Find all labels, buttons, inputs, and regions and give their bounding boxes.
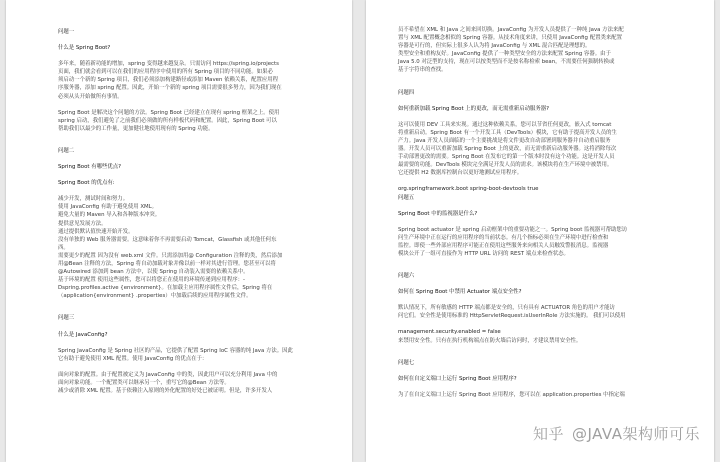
text-line: 基于字符串的查找。 xyxy=(398,67,447,74)
text-line: 问生产环境中正在运行的应用程序的当前状态。有几个指标必须在生产环境中进行检查和 xyxy=(398,234,609,241)
q7-paragraph: 为了在自定义端口上运行 Spring Boot 应用程序，您可以在 application.properties 中指定端 xyxy=(398,391,625,398)
left-page-content xyxy=(6,0,352,395)
q7-title: 问题七 xyxy=(398,359,415,366)
q1-paragraph-2 xyxy=(58,109,326,133)
text-line: 序服务器，添加 spring 配置。因此，开始一个新的 spring 项目需要很多努力，因为我们现在 xyxy=(58,85,282,92)
text-line: 需要更少的配置 因为没有 web.xml 文件。只需添加用@ Configuration 注释的类，然后添加 xyxy=(58,252,283,259)
text-line: 类型安全和重构友好。JavaConfig 提供了一种类型安全的方法来配置 Spring 容器。由于 xyxy=(398,51,611,58)
right-page-content xyxy=(366,0,714,399)
text-line: 减少或消除 XML 配置。基于依赖注入原则的外化配置的好处已被证明。但是，许多开发人 xyxy=(58,388,273,394)
q2-intro: Spring Boot 的优点有: xyxy=(58,180,115,187)
q6-title: 问题六 xyxy=(398,273,415,280)
q3-paragraph-2 xyxy=(58,371,326,395)
q2-advantages-list xyxy=(58,195,326,300)
text-line: @Autowired 添加到 bean 方法中，以使 Spring 自动装入需要的依赖关系中。 xyxy=(58,269,249,276)
text-line: Dspring.profiles.active {environment}。在加载主应用程序属性文件后，Spring 将在 xyxy=(58,285,273,292)
q1-question: 什么是 Spring Boot? xyxy=(58,45,111,52)
text-line: 西。 xyxy=(58,244,69,251)
text-line: 员不希望在 XML 和 Java 之间来回切换。JavaConfig 为开发人员提供了一种纯 Java 方法来配 xyxy=(398,27,624,33)
text-line: 使用 JavaConfig 有助于避免使用 XML。 xyxy=(58,204,158,211)
text-line: 须启动一个新的 Spring 项目，我们必须添加构建路径或添加 Maven 依赖关系，配置应用程 xyxy=(58,77,279,84)
q4-question: 如何重新加载 Spring Boot 上的更改，而无需重新启动服务器? xyxy=(398,105,550,112)
text-line: 模块公开了一组可直接作为 HTTP URL 访问的 REST 端点来检查状态。 xyxy=(398,250,569,257)
text-line: Spring boot actuator 是 spring 启动框架中的重要功能之一。Spring boot 监视器可帮助您访 xyxy=(398,226,628,233)
q6-paragraph xyxy=(398,304,690,320)
q4-title: 问题四 xyxy=(398,89,415,96)
text-line: 手动部署更改的需要。Spring Boot 在发布它的第一个版本时没有这个功能。这是开发人员 xyxy=(398,154,615,161)
text-line: 容器是可行的，但实际上很多人认为将 JavaConfig 与 XML 混合匹配是理想的。 xyxy=(398,43,591,50)
text-line: 面向对象的配置。由于配置被定义为 JavaConfig 中的类，因此用户可以充分利用 Java 中的 xyxy=(58,371,278,378)
q3-question: 什么是 JavaConfig? xyxy=(58,331,108,338)
text-line: 减少开发，测试时间和努力。 xyxy=(58,196,129,203)
text-line: 没有单独的 Web 服务器需要。这意味着你不再需要启动 Tomcat，Glassfish 或其他任何东 xyxy=(58,236,277,243)
q1-title: 问题一 xyxy=(58,29,75,35)
text-line: 页面，我们就会看到可以在我们的应用程序中使用的所有 Spring 项目的不同功能。如果必 xyxy=(58,69,273,76)
text-line: 产力。Java 开发人员面临的一个主要挑战是将文件更改自动部署到服务器并自动重启服务 xyxy=(398,137,611,144)
q5-question: Spring Boot 中的监视器是什么? xyxy=(398,210,478,217)
q3-title: 问题三 xyxy=(58,315,75,322)
text-line: （application{environment} .properties）中加载后续的应用程序属性文件。 xyxy=(58,293,252,300)
text-line: 面向对象功能。一个配置类可以继承另一个，重写它的@Bean 方法等。 xyxy=(58,379,230,386)
document-page-left xyxy=(6,0,352,462)
q2-question: Spring Boot 有哪些优点? xyxy=(58,164,122,171)
text-line: Java 5.0 对泛型的支持，现在可以按类型而不是按名称检索 bean，不需要任何强制转换或 xyxy=(398,59,615,66)
text-line: 通过提供默认值快速开始开发。 xyxy=(58,228,134,235)
q6-code-snippet: management.security.enabled = false xyxy=(398,329,501,336)
text-line: Spring Boot 是解决这个问题的方法。Spring Boot 已经建立在现有 spring 框架之上。使用 xyxy=(58,109,280,116)
text-line: 最需要的功能。DevTools 模块完全满足开发人员的需求。该模块将在生产环境中被禁用。 xyxy=(398,162,613,169)
text-line: 基于环境的配置 使用这些属性，您可以将您正在使用的环境传递到应用程序：- xyxy=(58,277,245,284)
zhihu-watermark xyxy=(533,423,700,444)
q2-title: 问题二 xyxy=(58,147,75,154)
q6-question: 如何在 Spring Boot 中禁用 Actuator 端点安全性? xyxy=(398,289,522,296)
text-line: 它还提供 H2 数据库控制台以更好地测试应用程序。 xyxy=(398,170,523,177)
text-line: 器。开发人员可以重新加载 Spring Boot 上的更改，而无需重新启动服务器。这将消除每次 xyxy=(398,146,617,153)
q7-question: 如何在自定义端口上运行 Spring Boot 应用程序? xyxy=(398,375,517,382)
text-line: 置与 XML 配置概念相似的 Spring 容器。从技术角度来讲，只使用 JavaConfig 配置类来配置 xyxy=(398,35,623,42)
text-line: 多年来，随着新功能的增加，spring 变得越来越复杂。只需访问 https://spring.io/projects xyxy=(58,61,279,68)
text-line: 将重新启动。Spring Boot 有一个开发工具（DevTools）模块，它有助于提高开发人员的生 xyxy=(398,129,617,136)
text-line: 这可以使用 DEV 工具来实现。通过这种依赖关系，您可以节省任何更改，嵌入式 tomcat xyxy=(398,121,612,128)
text-line: 它有助于避免使用 XML 配置。使用 JavaConfig 的优点在于： xyxy=(58,355,208,362)
watermark-author: @JAVA架构师可乐 xyxy=(571,425,700,443)
text-line: 监控。即使一些外部应用程序可能正在使用这些服务来向相关人员触发警报消息。监视器 xyxy=(398,242,609,249)
text-line: 帮助我们以最少的工作量，更加健壮地使用现有的 Spring 功能。 xyxy=(58,125,214,132)
document-page-right xyxy=(366,0,714,462)
text-line: Spring JavaConfig 是 Spring 社区的产品，它提供了配置 Spring IoC 容器的纯 Java 方法。因此 xyxy=(58,347,293,354)
text-line: 默认情况下，所有敏感的 HTTP 端点都是安全的，只有具有 ACTUATOR 角色的用户才能访 xyxy=(398,305,615,312)
q5-paragraph xyxy=(398,226,690,258)
text-line: 提供意见发展方法。 xyxy=(58,220,107,227)
text-line: 避免大量的 Maven 导入和各种版本冲突。 xyxy=(58,212,161,219)
q5-title: 问题五 xyxy=(398,194,415,201)
text-line: 问它们。安全性是使用标准的 HttpServletRequest.isUserInRole 方法实施的。 我们可以使用 xyxy=(398,313,626,320)
watermark-platform: 知乎 xyxy=(532,425,564,443)
text-line: 必须从头开始做所有事情。 xyxy=(58,93,123,100)
q6-tail-text: 来禁用安全性。只有在执行机构端点在防火墙后访问时，才建议禁用安全性。 xyxy=(398,337,582,344)
q4-code-snippet: org.springframework.boot spring-boot-devtools true xyxy=(398,186,539,193)
text-line: spring 启动，我们避免了之前我们必须做的所有样板代码和配置。因此，Spring Boot 可以 xyxy=(58,117,277,124)
text-line: 用@Bean 注释的方法，Spring 将自动加载对象并像以前一样对其进行管理。您甚至可以将 xyxy=(58,260,276,267)
continued-paragraph xyxy=(398,26,690,75)
q4-paragraph xyxy=(398,121,690,178)
q1-paragraph-1 xyxy=(58,60,326,100)
q3-paragraph-1 xyxy=(58,347,326,363)
